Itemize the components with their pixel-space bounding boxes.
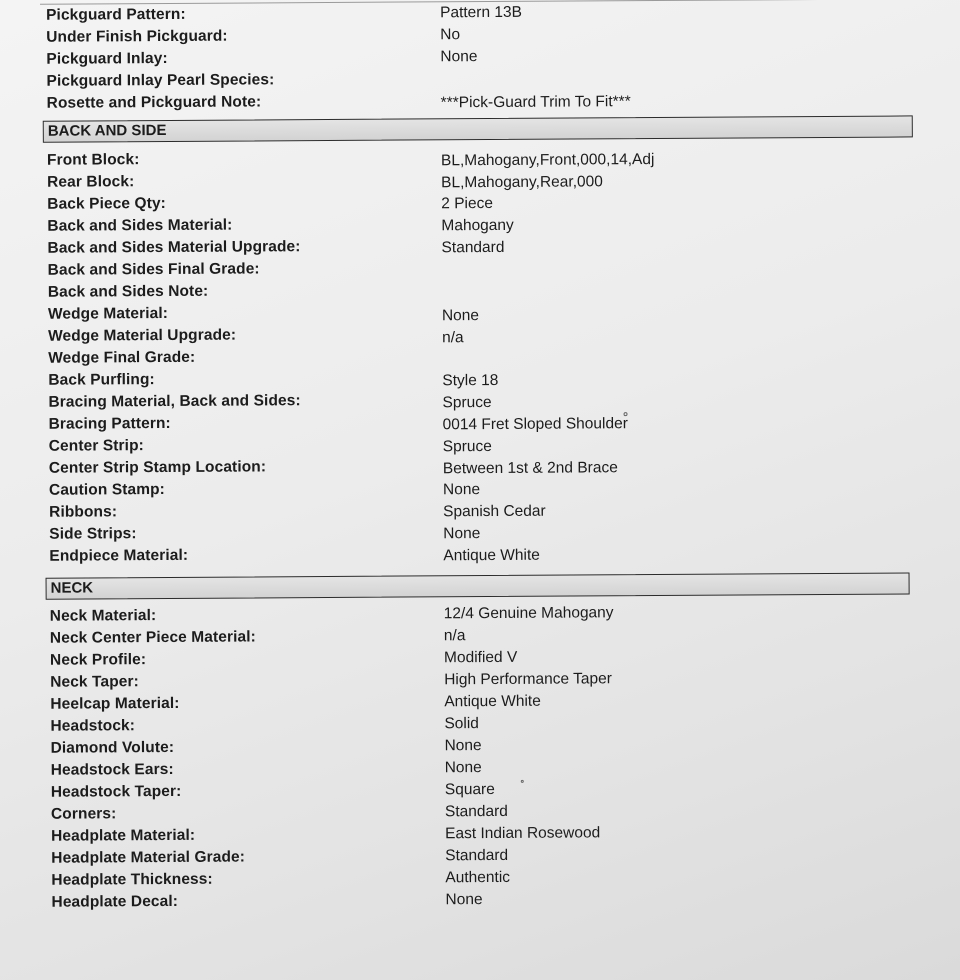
spec-value: 2 Piece	[441, 194, 494, 213]
spec-value: Modified V	[443, 648, 518, 667]
spec-value: Standard	[441, 238, 505, 257]
spec-label: Headstock Ears:	[50, 760, 174, 779]
spec-value: Pattern 13B	[440, 3, 522, 22]
spec-value: Spanish Cedar	[443, 502, 546, 521]
spec-label: Headplate Material:	[51, 826, 196, 845]
screen-speck	[624, 412, 628, 416]
spec-value: ***Pick-Guard Trim To Fit***	[440, 93, 631, 112]
spec-value: 12/4 Genuine Mahogany	[443, 604, 614, 623]
spec-label: Ribbons:	[49, 503, 118, 521]
spec-label: Headstock Taper:	[50, 782, 182, 801]
spec-label: Wedge Final Grade:	[48, 348, 196, 367]
spec-label: Back and Sides Material:	[47, 216, 233, 235]
spec-value: None	[444, 759, 482, 777]
spec-value: BL,Mahogany,Front,000,14,Adj	[440, 151, 655, 170]
spec-label: Corners:	[50, 805, 117, 823]
spec-row	[1, 87, 960, 115]
spec-label: Neck Material:	[49, 607, 157, 625]
spec-label: Wedge Material:	[47, 304, 169, 323]
spec-label: Side Strips:	[49, 525, 137, 543]
spec-value: None	[441, 307, 480, 325]
spec-row	[3, 540, 960, 568]
spec-value: Standard	[445, 846, 509, 865]
spec-label: Headstock:	[50, 717, 136, 735]
spec-value: Authentic	[445, 868, 511, 887]
spec-label: Rosette and Pickguard Note:	[46, 93, 262, 112]
spec-label: Back Purfling:	[48, 371, 155, 389]
spec-value: BL,Mahogany,Rear,000	[441, 173, 603, 192]
spec-label: Back and Sides Note:	[47, 282, 209, 301]
spec-label: Headplate Thickness:	[51, 870, 213, 889]
spec-value: Spruce	[442, 394, 492, 412]
spec-label: Back and Sides Final Grade:	[47, 260, 260, 279]
spec-label: Back Piece Qty:	[47, 194, 166, 213]
spec-label: Diamond Volute:	[50, 738, 175, 757]
spec-label: Wedge Material Upgrade:	[48, 326, 237, 345]
spec-label: Bracing Pattern:	[48, 414, 171, 433]
screen-speck	[521, 780, 524, 783]
spec-label: Neck Center Piece Material:	[49, 628, 256, 647]
spec-value: None	[443, 525, 481, 543]
spec-label: Center Strip:	[48, 437, 144, 455]
spec-value: None	[442, 481, 481, 499]
spec-label: Back and Sides Material Upgrade:	[47, 238, 301, 257]
spec-value: n/a	[442, 329, 464, 347]
section-header-neck: NECK	[46, 572, 910, 599]
spec-value: No	[440, 26, 461, 44]
spec-value: None	[444, 737, 482, 755]
spec-label: Rear Block:	[47, 173, 135, 191]
spec-label: Center Strip Stamp Location:	[48, 458, 267, 477]
spec-label: Bracing Material, Back and Sides:	[48, 392, 301, 411]
spec-label: Caution Stamp:	[48, 481, 165, 499]
spec-value: Square	[444, 780, 495, 799]
section-header-back-and-side: BACK AND SIDE	[43, 115, 913, 142]
spec-value: n/a	[443, 627, 466, 645]
spec-label: Neck Taper:	[50, 673, 139, 691]
spec-value: Mahogany	[441, 216, 514, 235]
spec-label: Heelcap Material:	[50, 694, 180, 713]
spec-label: Neck Profile:	[49, 651, 147, 669]
spec-value: Standard	[444, 802, 508, 821]
spec-value: Spruce	[442, 438, 492, 456]
spec-value: None	[445, 891, 483, 909]
spec-value: None	[440, 48, 478, 66]
spec-label: Front Block:	[46, 151, 140, 169]
spec-value: 0014 Fret Sloped Shoulder	[442, 415, 628, 434]
spec-label: Endpiece Material:	[49, 546, 189, 565]
spec-label: Headplate Material Grade:	[51, 848, 246, 867]
spec-value: Antique White	[444, 692, 541, 711]
spec-label: Pickguard Inlay:	[46, 49, 168, 68]
spec-value: High Performance Taper	[444, 670, 612, 689]
spec-label: Headplate Decal:	[51, 892, 179, 911]
spec-row	[5, 886, 960, 914]
spec-label: Pickguard Pattern:	[46, 5, 186, 24]
spec-value: Between 1st & 2nd Brace	[442, 459, 618, 478]
spec-value: East Indian Rosewood	[445, 824, 601, 843]
spec-value: Solid	[444, 715, 479, 733]
spec-label: Under Finish Pickguard:	[46, 27, 228, 46]
spec-value: Style 18	[442, 371, 499, 390]
spec-label: Pickguard Inlay Pearl Species:	[46, 71, 275, 90]
spec-value: Antique White	[443, 546, 540, 565]
